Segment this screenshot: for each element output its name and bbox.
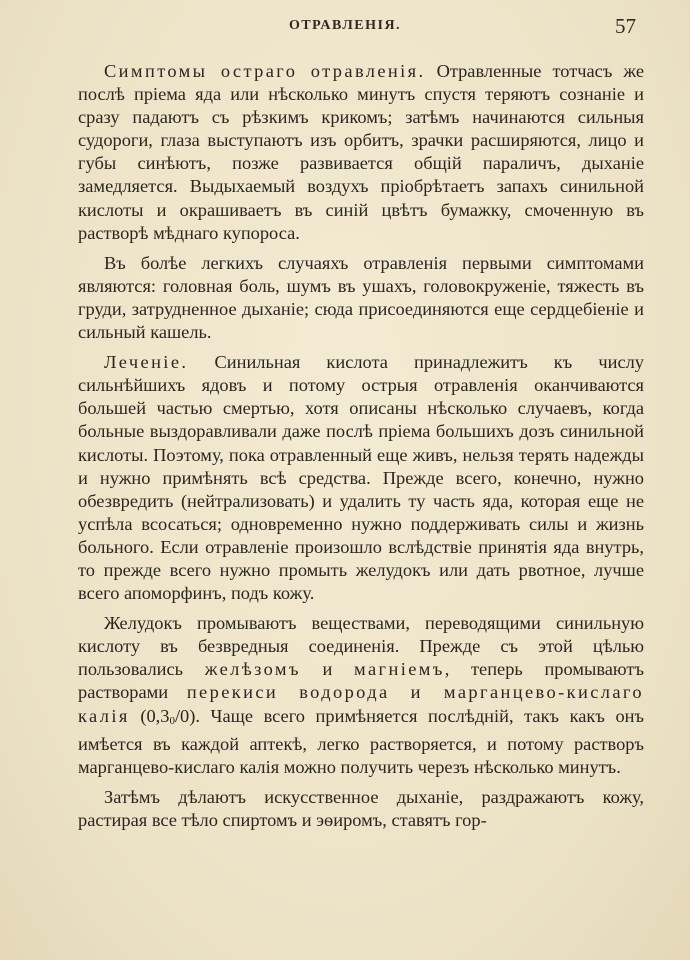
paragraph-mild-cases: [78, 252, 644, 344]
running-title: ОТРАВЛЕНІЯ.: [288, 18, 402, 33]
paragraph-stomach-lavage: [78, 612, 644, 779]
paragraph-text: Затѣмъ дѣлаютъ искусственное дыханіе, раздражаютъ кожу, растирая все тѣло спиртомъ и эѳиромъ, ставятъ гор-: [78, 786, 644, 830]
paragraph-treatment: [78, 351, 644, 605]
paragraph-text: Въ болѣе легкихъ случаяхъ отравленія первыми симптомами являются: головная боль, шумъ въ ушахъ, головокруженіе, тяжесть въ груди, затрудненное дыханіе; сюда присоединяются еще сердцебіеніе и сильный кашель.: [78, 252, 644, 343]
page-number: 57: [615, 14, 636, 38]
paragraph-symptoms: [78, 60, 644, 245]
paragraph-text: и: [300, 659, 355, 680]
paragraph-text: Желудокъ промываютъ веществами, переводящими синильную кислоту въ безвредныя соединенія. Прежде съ этой цѣлью пользовались: [78, 613, 644, 680]
spaced-term-iron: желѣзомъ: [204, 659, 301, 680]
paragraph-text: Синильная кислота принадлежитъ къ числу сильнѣйшихъ ядовъ и потому острыя отравленія оканчиваются большей частью смертью, хотя описаны нѣсколько случаевъ, когда больные выздоравливали даже послѣ пріема большихъ дозъ синильной кислоты. Поэтому, пока отравленный еще живъ, нельзя терять надежды и нужно примѣнять всѣ средства. Прежде всего, конечно, нужно обезвредить (нейтрализовать) и удалить ту часть яда, которая еще не успѣла всосаться; одновременно нужно поддерживать силы и жизнь больного. Если отравленіе произошло вслѣдствіе принятія яда внутрь, то прежде всего нужно промыть желудокъ или дать рвотное, лучше всего апоморфинъ, подъ кожу.: [78, 352, 644, 604]
percent-subscript: 0: [169, 714, 175, 727]
section-lead-symptoms: Симптомы остраго отравленія.: [104, 61, 426, 81]
spaced-term-magnesium: магніемъ: [354, 659, 445, 680]
section-lead-treatment: Леченіе.: [104, 352, 189, 373]
paragraph-artificial-respiration: [78, 786, 644, 832]
page-header: [0, 14, 690, 42]
body-text: [78, 60, 644, 839]
paragraph-text: Отравленные тотчасъ же послѣ пріема яда или нѣсколько минутъ спустя теряютъ сознаніе и сразу падаютъ съ рѣзкимъ крикомъ; затѣмъ начинаются сильныя судороги, глаза выступаютъ изъ орбитъ, зрачки расширяются, лицо и губы синѣютъ, позже развивается общій параличъ, дыханіе замедляется. Выдыхаемый воздухъ пріобрѣтаетъ запахъ синильной кислоты и окрашиваетъ въ синій цвѣтъ бумажку, смоченную въ растворѣ мѣднаго купороса.: [78, 61, 644, 243]
paragraph-text: , теперь промываютъ растворами: [78, 659, 644, 703]
spaced-term-peroxide-permanganate: перекиси водорода и марганцево-кислаго калія: [78, 682, 644, 726]
paragraph-text: /0). Чаще всего примѣняется послѣдній, такъ какъ онъ имѣется въ каждой аптекѣ, легко растворяется, и потому растворъ марганцево-кислаго калія можно получить черезъ нѣсколько минутъ.: [78, 705, 644, 777]
paragraph-text: (0,3: [129, 705, 170, 726]
